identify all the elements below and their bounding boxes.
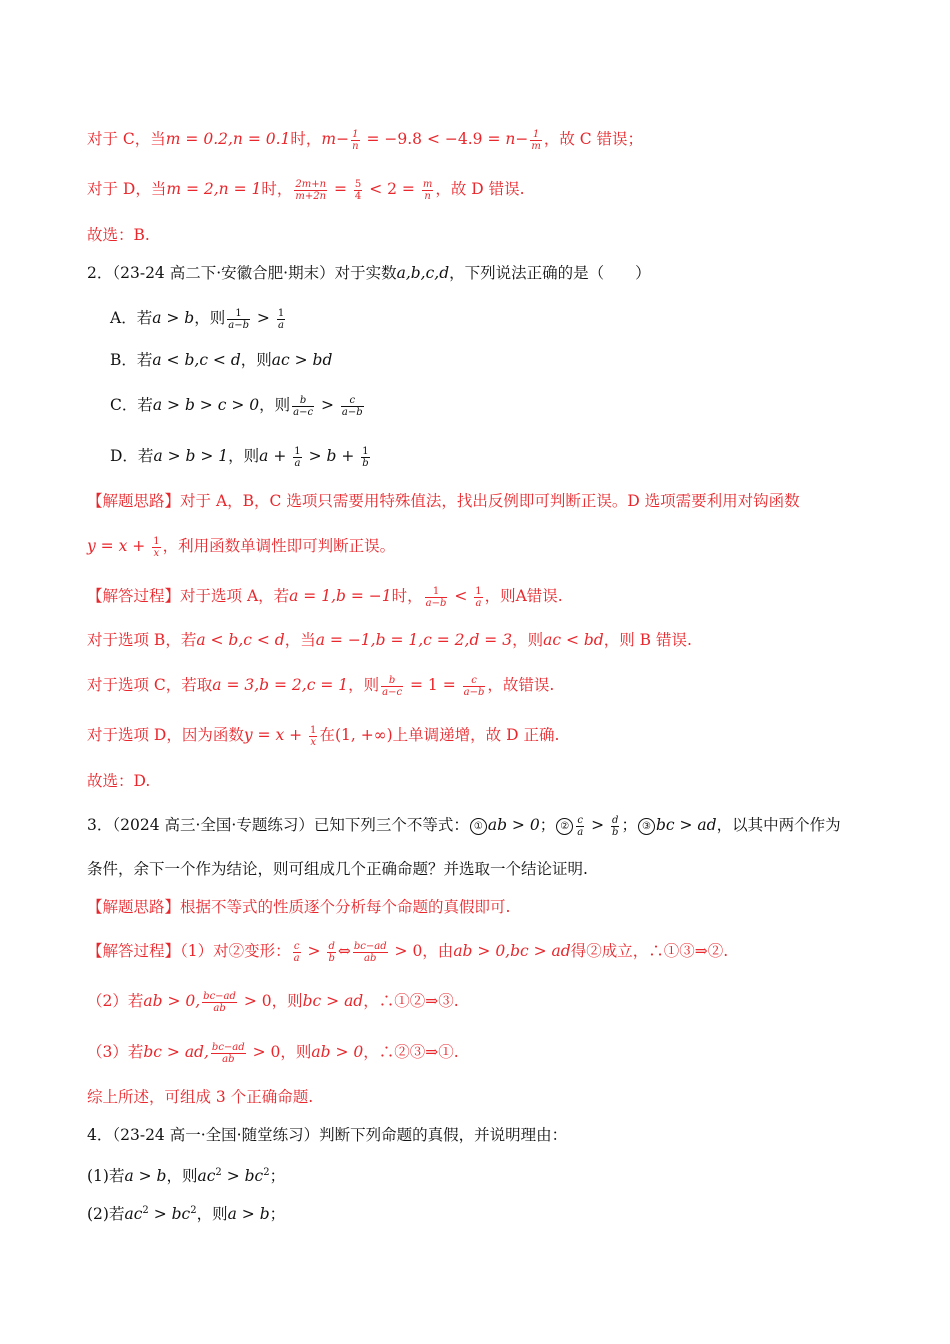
fraction — [211, 1042, 246, 1065]
fraction — [474, 586, 482, 609]
math-text: m+2n — [295, 190, 327, 202]
math-text: ，则 — [259, 396, 291, 414]
math-text: 根据不等式的性质逐个分析每个命题的真假即可. — [180, 898, 511, 916]
process-d — [87, 724, 559, 748]
math-text: a = 3,b = 2,c = 1 — [212, 676, 349, 694]
math-text: a−b — [425, 597, 447, 609]
math-text: ，则 B 错误. — [603, 631, 692, 649]
math-text: a−b — [463, 686, 485, 698]
math-text: 在 — [319, 726, 335, 744]
math-text: ab > 0 — [311, 1043, 364, 1061]
process-label: 【解答过程】 — [87, 587, 181, 605]
math-text: 1 — [352, 128, 359, 140]
math-text: bc−ad — [203, 990, 236, 1002]
process-label: 【解答过程】 — [87, 942, 181, 960]
math-text: ，则 — [194, 309, 226, 327]
math-text: ab > 0, — [143, 992, 201, 1010]
math-text: < 2 = — [364, 180, 420, 198]
math-text: 2 — [190, 1205, 197, 1216]
process-c — [87, 674, 554, 698]
fraction — [611, 815, 619, 838]
fraction — [202, 991, 237, 1014]
math-text: ab — [213, 1002, 226, 1014]
fraction — [353, 941, 388, 964]
math-text: ，则A错误. — [484, 587, 563, 605]
math-text: ，下列说法正确的是（ ） — [449, 264, 651, 282]
math-text: b — [612, 826, 619, 838]
fraction — [152, 536, 160, 559]
process-a — [87, 585, 563, 609]
math-text: a < b,c < d — [152, 351, 241, 369]
math-text: ，以其中两个作为 — [716, 816, 841, 834]
fraction — [309, 725, 317, 748]
math-text: 1 — [425, 586, 448, 598]
process-1 — [87, 940, 728, 964]
math-text: 对于 D，当 — [87, 180, 167, 198]
math-text: 对于 C，当 — [87, 130, 166, 148]
fraction — [361, 446, 369, 469]
math-text: (1)若 — [87, 1167, 125, 1186]
math-text: a — [278, 319, 284, 331]
option-b — [110, 349, 332, 371]
math-text: 1 — [294, 445, 301, 457]
math-text: > 0，则 — [238, 992, 303, 1010]
math-text: = −9.8 < −4.9 = — [361, 130, 506, 148]
math-text: > — [316, 396, 339, 414]
fraction — [425, 586, 448, 609]
math-text: ； — [539, 816, 556, 834]
answer-line: 故选：D. — [87, 772, 151, 790]
math-text: x — [310, 736, 317, 748]
solution-line-d — [87, 178, 525, 202]
math-text: > — [302, 942, 326, 960]
math-text: 时， — [391, 587, 423, 605]
math-text: a−c — [382, 686, 403, 698]
math-text: n — [352, 140, 359, 152]
fraction — [327, 941, 335, 964]
math-text: a — [577, 826, 584, 838]
math-text: 1 — [475, 585, 482, 597]
math-text: 对于选项 C，若取 — [87, 676, 213, 694]
math-text: 对于选项 A，若 — [180, 587, 290, 605]
math-text: ab > 0 — [487, 816, 540, 834]
math-text: a > b > 1 — [153, 447, 229, 465]
math-text: ，则 — [228, 447, 260, 465]
math-text: m = 2,n = 1 — [166, 180, 262, 198]
math-text: b — [292, 395, 314, 407]
math-text: y = x + — [243, 726, 308, 744]
math-text: c — [341, 395, 364, 407]
process-2 — [87, 990, 459, 1014]
math-text: b — [362, 457, 369, 469]
math-text: a — [293, 952, 300, 964]
math-text: ab — [364, 952, 377, 964]
math-text: ，当 — [284, 631, 316, 649]
math-text: 对于 A，B，C 选项只需要用特殊值法，找出反例即可判断正误。D 选项需要利用对钩函数 — [180, 492, 800, 510]
question-2-stem — [87, 262, 651, 284]
math-text: a > b — [227, 1205, 270, 1224]
math-text: − — [336, 130, 350, 148]
math-text: 时， — [261, 180, 293, 198]
math-text: (2)若 — [87, 1205, 125, 1224]
math-text: b — [381, 675, 403, 687]
fraction — [576, 815, 584, 838]
math-text: 3．（2024 高三·全国·专题练习）已知下列三个不等式： — [87, 816, 469, 834]
math-text: ，故错误. — [487, 676, 555, 694]
math-text: ac < bd — [543, 631, 604, 649]
math-text: > bc — [148, 1205, 191, 1224]
math-text: a−b — [228, 319, 249, 331]
math-text: C．若 — [110, 396, 153, 414]
math-text: c — [463, 675, 486, 687]
math-text: a — [294, 457, 301, 469]
option-a — [110, 307, 287, 331]
math-text: 2．（23-24 高二下·安徽合肥·期末）对于实数 — [87, 264, 397, 282]
math-text: a — [475, 597, 482, 609]
math-text: ac > bd — [271, 351, 333, 369]
math-text: 1 — [227, 308, 250, 320]
statement-2 — [87, 1200, 285, 1225]
math-text: > bc — [221, 1167, 264, 1186]
fraction — [227, 308, 250, 331]
math-text: (1, +∞) — [334, 726, 393, 744]
math-text: B．若 — [110, 351, 153, 369]
math-text: x — [153, 547, 160, 559]
math-text: a > b > c > 0 — [152, 396, 260, 414]
fraction — [292, 395, 314, 418]
math-text: 1 — [530, 129, 541, 141]
math-text: a = 1,b = −1 — [289, 587, 392, 605]
math-text: 对于选项 B，若 — [87, 631, 197, 649]
math-text: ，∴①②⇒③. — [363, 992, 459, 1010]
math-text: 2 — [215, 1167, 222, 1178]
math-text: bc−ad — [353, 940, 387, 952]
math-text: 5 — [354, 178, 362, 190]
math-text: （3）若 — [87, 1043, 144, 1061]
math-text: n — [424, 190, 431, 202]
fraction — [293, 446, 301, 469]
math-text: a,b,c,d — [396, 264, 450, 282]
math-text: ⇔ — [337, 942, 351, 960]
idea-label: 【解题思路】 — [87, 898, 181, 916]
fraction — [530, 129, 541, 152]
math-text: b — [328, 952, 335, 964]
summary-line: 综上所述，可组成 3 个正确命题. — [87, 1088, 314, 1106]
math-text: ； — [269, 1167, 286, 1186]
fraction — [277, 308, 285, 331]
circled-number: ③ — [638, 818, 655, 835]
math-text: > 0，由 — [389, 942, 454, 960]
math-text: 1 — [277, 307, 285, 319]
math-text: bc > ad, — [143, 1043, 209, 1061]
math-text: > — [251, 309, 275, 327]
math-text: bc−ad — [211, 1041, 245, 1053]
math-text: m — [531, 140, 541, 152]
math-text: ，则 — [240, 351, 272, 369]
math-text: > 0，则 — [247, 1043, 312, 1061]
fraction — [463, 675, 486, 698]
math-text: 2 — [263, 1167, 270, 1178]
statement-1 — [87, 1162, 285, 1187]
math-text: a−b — [341, 406, 363, 418]
fraction — [351, 129, 359, 152]
math-text: ac — [197, 1167, 216, 1186]
math-text: > — [586, 816, 610, 834]
math-text: d — [328, 940, 335, 952]
fraction — [294, 179, 327, 202]
idea-line — [87, 896, 510, 918]
math-text: ； — [269, 1205, 286, 1224]
fraction — [293, 941, 301, 964]
math-text: 2m+n — [295, 178, 327, 190]
math-text: （2）若 — [87, 992, 144, 1010]
math-text: ，故 C 错误； — [543, 130, 644, 148]
option-c — [110, 394, 366, 418]
math-text: 1 — [310, 724, 317, 736]
math-text: a−c — [293, 406, 314, 418]
math-text: a + — [259, 447, 292, 465]
solution-line-c — [87, 128, 643, 152]
circled-number: ① — [470, 818, 487, 835]
question-3-stem — [87, 814, 841, 838]
math-text: d — [612, 814, 619, 826]
process-b — [87, 629, 692, 651]
math-text: 2 — [142, 1205, 149, 1216]
math-text: ，则 — [166, 1167, 198, 1186]
math-text: 上单调递增，故 D 正确. — [392, 726, 560, 744]
math-text: c — [293, 940, 300, 952]
math-text: a = −1,b = 1,c = 2,d = 3 — [315, 631, 513, 649]
math-text: m — [422, 178, 433, 190]
math-text: 时， — [290, 130, 322, 148]
math-text: 得②成立，∴①③⇒②. — [570, 942, 729, 960]
math-text: D．若 — [110, 447, 154, 465]
math-text: y = x + — [87, 537, 151, 555]
math-text: A．若 — [110, 309, 153, 327]
question-4-stem: 4．（23-24 高一·全国·随堂练习）判断下列命题的真假，并说明理由： — [87, 1126, 568, 1144]
math-text: m = 0.2,n = 0.1 — [165, 130, 291, 148]
option-d — [110, 445, 372, 469]
fraction — [422, 179, 433, 202]
math-text: 1 — [362, 445, 369, 457]
math-text: > b + — [303, 447, 360, 465]
circled-number: ② — [556, 818, 573, 835]
math-text: = — [329, 180, 352, 198]
math-text: ab — [222, 1053, 235, 1065]
math-text: = 1 = — [405, 676, 461, 694]
answer-line: 故选：B. — [87, 226, 150, 244]
math-text: ab > 0,bc > ad — [453, 942, 571, 960]
idea-line-2 — [87, 535, 395, 559]
math-text: a > b — [124, 1167, 167, 1186]
idea-line-1 — [87, 490, 800, 512]
math-text: − — [515, 130, 529, 148]
math-text: 对于选项 D，因为函数 — [87, 726, 244, 744]
math-text: a > b — [152, 309, 195, 327]
math-text: bc > ad — [302, 992, 364, 1010]
math-text: 4 — [354, 190, 362, 202]
math-text: a < b,c < d — [196, 631, 285, 649]
math-text: （1）对②变形： — [180, 942, 291, 960]
math-text: ，则 — [512, 631, 544, 649]
math-text: 1 — [153, 535, 160, 547]
math-text: ，则 — [196, 1205, 228, 1224]
math-text: < — [449, 587, 473, 605]
math-text: ，故 D 错误. — [435, 180, 525, 198]
math-text: n — [505, 130, 516, 148]
math-text: ，利用函数单调性即可判断正误。 — [162, 537, 396, 555]
question-3-stem-cont: 条件，余下一个作为结论，则可组成几个正确命题？并选取一个结论证明. — [87, 860, 588, 878]
math-text: ac — [124, 1205, 143, 1224]
process-3 — [87, 1041, 459, 1065]
math-text: c — [577, 814, 584, 826]
math-text: ，则 — [348, 676, 380, 694]
math-text: ，∴②③⇒①. — [363, 1043, 459, 1061]
math-text: ； — [621, 816, 637, 834]
math-text: m — [321, 130, 337, 148]
idea-label: 【解题思路】 — [87, 492, 181, 510]
fraction — [381, 675, 403, 698]
fraction — [354, 179, 362, 202]
fraction — [341, 395, 364, 418]
math-text: bc > ad — [655, 816, 717, 834]
